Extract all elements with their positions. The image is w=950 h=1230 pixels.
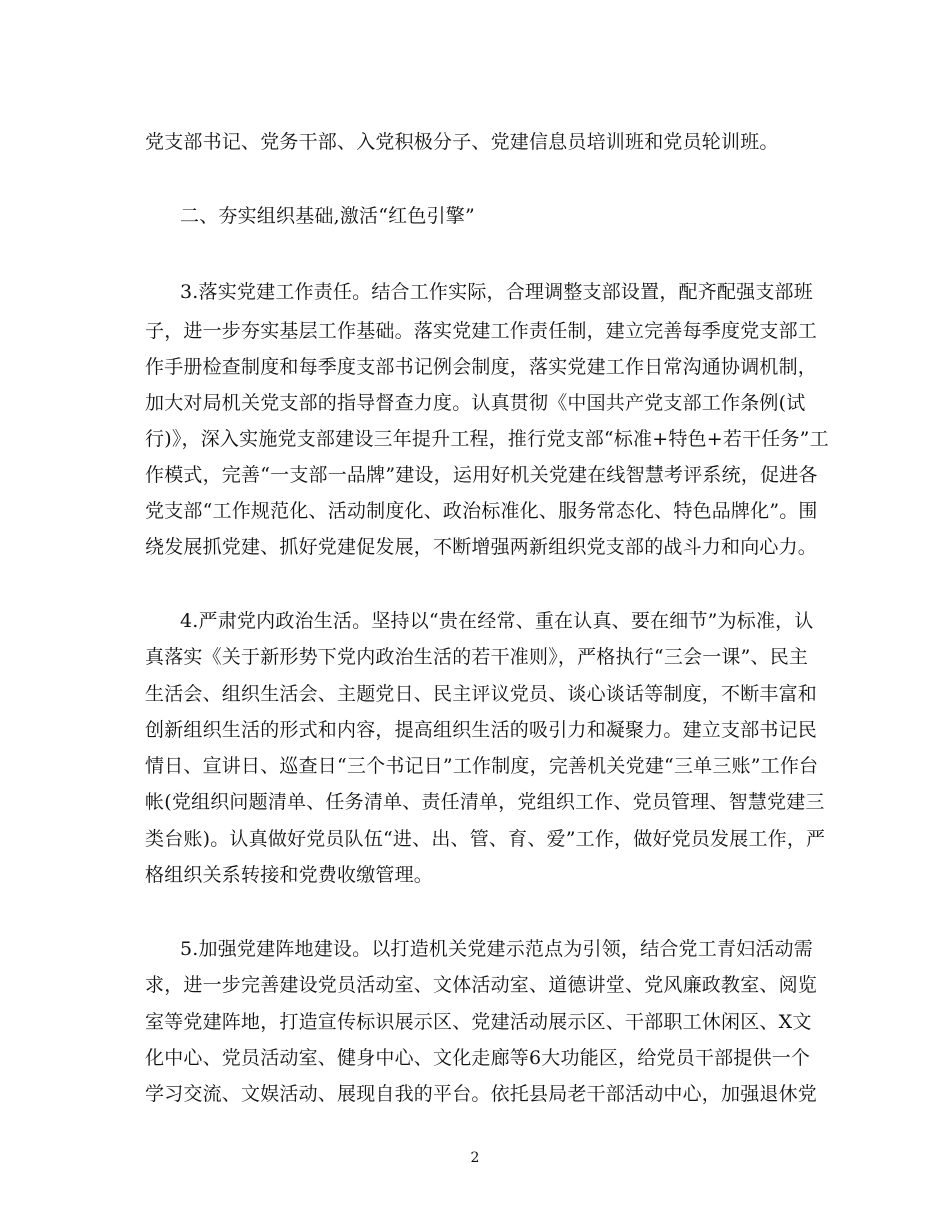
section-heading: 二、夯实组织基础,激活“红色引擎” — [180, 205, 475, 227]
paragraph-5-line-1: 5.加强党建阵地建设。以打造机关党建示范点为引领，结合党工青妇活动需 — [180, 938, 813, 960]
text-line-1: 党支部书记、党务干部、入党积极分子、党建信息员培训班和党员轮训班。 — [145, 131, 779, 153]
paragraph-4-line-3: 生活会、组织生活会、主题党日、民主评议党员、谈心谈话等制度，不断丰富和 — [145, 683, 818, 705]
paragraph-4-line-5: 情日、宣讲日、巡查日“三个书记日”工作制度，完善机关党建“三单三账”工作台 — [145, 755, 819, 777]
paragraph-4-line-7: 类台账)。认真做好党员队伍“进、出、管、育、爱”工作，做好党员发展工作，严 — [145, 828, 826, 850]
paragraph-3-line-3: 作手册检查制度和每季度支部书记例会制度，落实党建工作日常沟通协调机制， — [145, 356, 818, 378]
paragraph-5-line-2: 求，进一步完善建设党员活动室、文体活动室、道德讲堂、党风廉政教室、阅览 — [145, 974, 818, 996]
paragraph-4-line-2: 真落实《关于新形势下党内政治生活的若干准则》，严格执行“三会一课”、民主 — [145, 646, 809, 668]
page-number: 2 — [470, 1150, 480, 1166]
paragraph-4-line-1: 4.严肃党内政治生活。坚持以“贵在经常、重在认真、要在细节”为标准，认 — [180, 610, 814, 632]
paragraph-4-line-4: 创新组织生活的形式和内容，提高组织生活的吸引力和凝聚力。建立支部书记民 — [145, 719, 818, 741]
paragraph-3-line-8: 绕发展抓党建、抓好党建促发展，不断增强两新组织党支部的战斗力和向心力。 — [145, 536, 818, 558]
paragraph-3-line-4: 加大对局机关党支部的指导督查力度。认真贯彻《中国共产党支部工作条例(试 — [145, 392, 806, 414]
paragraph-4-line-6: 帐(党组织问题清单、任务清单、责任清单，党组织工作、党员管理、智慧党建三 — [145, 791, 825, 813]
paragraph-3-line-2: 子，进一步夯实基层工作基础。落实党建工作责任制，建立完善每季度党支部工 — [145, 320, 818, 342]
paragraph-4-line-8: 格组织关系转接和党费收缴管理。 — [145, 864, 434, 886]
paragraph-3-line-1: 3.落实党建工作责任。结合工作实际，合理调整支部设置，配齐配强支部班 — [180, 281, 813, 303]
paragraph-5-line-4: 化中心、党员活动室、健身中心、文化走廊等6大功能区，给党员干部提供一个 — [145, 1047, 811, 1069]
paragraph-3-line-6: 作模式，完善“一支部一品牌”建设，运用好机关党建在线智慧考评系统，促进各 — [145, 464, 818, 486]
paragraph-3-line-5: 行)》，深入实施党支部建设三年提升工程，推行党支部“标准+特色+若干任务”工 — [145, 428, 829, 450]
paragraph-3-line-7: 党支部“工作规范化、活动制度化、政治标准化、服务常态化、特色品牌化”。围 — [145, 500, 818, 522]
paragraph-5-line-5: 学习交流、文娱活动、展现自我的平台。依托县局老干部活动中心，加强退休党 — [145, 1083, 818, 1105]
paragraph-5-line-3: 室等党建阵地，打造宣传标识展示区、党建活动展示区、干部职工休闲区、X文 — [145, 1011, 812, 1033]
